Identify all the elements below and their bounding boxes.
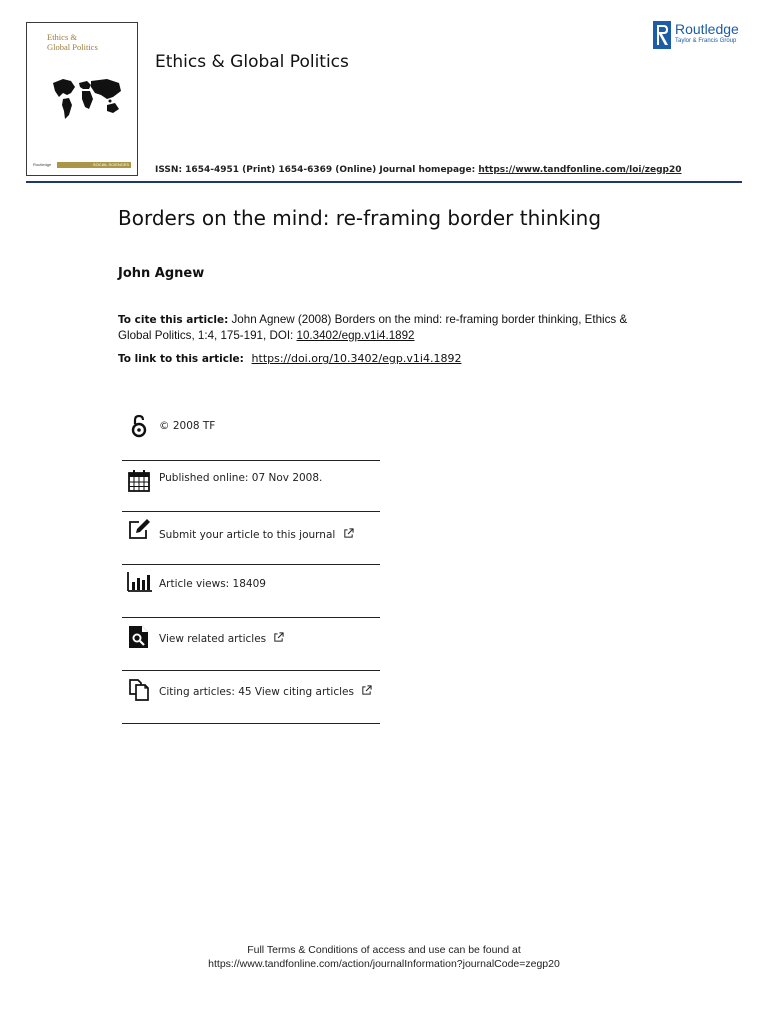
- cite-text: John Agnew (2008) Borders on the mind: re-framing border thinking, Ethics & Global Politics, 1:4, 175-191, DOI:: [118, 313, 628, 342]
- bar-chart-icon: [126, 569, 152, 595]
- journal-cover-image: [26, 22, 138, 176]
- publisher-group: Taylor & Francis Group: [675, 38, 737, 44]
- related-articles-link[interactable]: View related articles: [159, 633, 267, 645]
- journal-name: Ethics & Global Politics: [155, 52, 349, 72]
- cover-band: SOCIAL SCIENCES: [57, 162, 131, 168]
- views-row: [122, 565, 380, 618]
- submit-row[interactable]: [122, 512, 380, 565]
- submit-article-link[interactable]: Submit your article to this journal: [159, 529, 336, 541]
- author-name: John Agnew: [118, 266, 205, 281]
- published-date: Published online: 07 Nov 2008.: [159, 472, 323, 484]
- citations-icon: [126, 676, 152, 702]
- divider-1: [122, 420, 380, 461]
- published-row: [122, 461, 380, 512]
- citation-block: [118, 312, 658, 343]
- external-link-icon: [273, 632, 284, 643]
- header-divider: [26, 181, 742, 183]
- copyright-text: © 2008 TF: [159, 420, 216, 432]
- article-views: Article views: 18409: [159, 578, 266, 590]
- search-document-icon: [126, 624, 152, 650]
- cover-publisher: Routledge: [33, 162, 52, 167]
- article-url-link[interactable]: https://doi.org/10.3402/egp.v1i4.1892: [251, 352, 462, 365]
- link-label: To link to this article:: [118, 353, 248, 365]
- world-map-icon: [49, 73, 125, 123]
- footer-line-1: Full Terms & Conditions of access and use can be found at: [247, 944, 521, 956]
- issn-text: ISSN: 1654-4951 (Print) 1654-6369 (Online) Journal homepage:: [155, 165, 479, 175]
- external-link-icon: [343, 528, 354, 539]
- external-link-icon: [361, 685, 372, 696]
- journal-homepage-link[interactable]: https://www.tandfonline.com/loi/zegp20: [478, 165, 682, 175]
- edit-icon: [126, 517, 152, 543]
- citing-articles-link[interactable]: Citing articles: 45 View citing articles: [159, 686, 354, 698]
- article-title: Borders on the mind: re-framing border thinking: [118, 206, 602, 230]
- related-row[interactable]: [122, 618, 380, 671]
- cite-label: To cite this article:: [118, 314, 229, 326]
- cover-strip: [33, 161, 131, 169]
- cover-title: Ethics & Global Politics: [47, 32, 98, 52]
- citing-row[interactable]: [122, 671, 380, 724]
- footer-terms-url[interactable]: https://www.tandfonline.com/action/journalInformation?journalCode=zegp20: [208, 958, 560, 970]
- article-link-line: [118, 352, 461, 365]
- doi-link[interactable]: 10.3402/egp.v1i4.1892: [296, 329, 415, 342]
- issn-line: [155, 165, 682, 175]
- routledge-r-icon: [653, 21, 671, 49]
- calendar-icon: [126, 468, 152, 494]
- footer-terms: [0, 943, 768, 971]
- routledge-logo[interactable]: [653, 21, 739, 49]
- publisher-name: Routledge: [675, 21, 739, 37]
